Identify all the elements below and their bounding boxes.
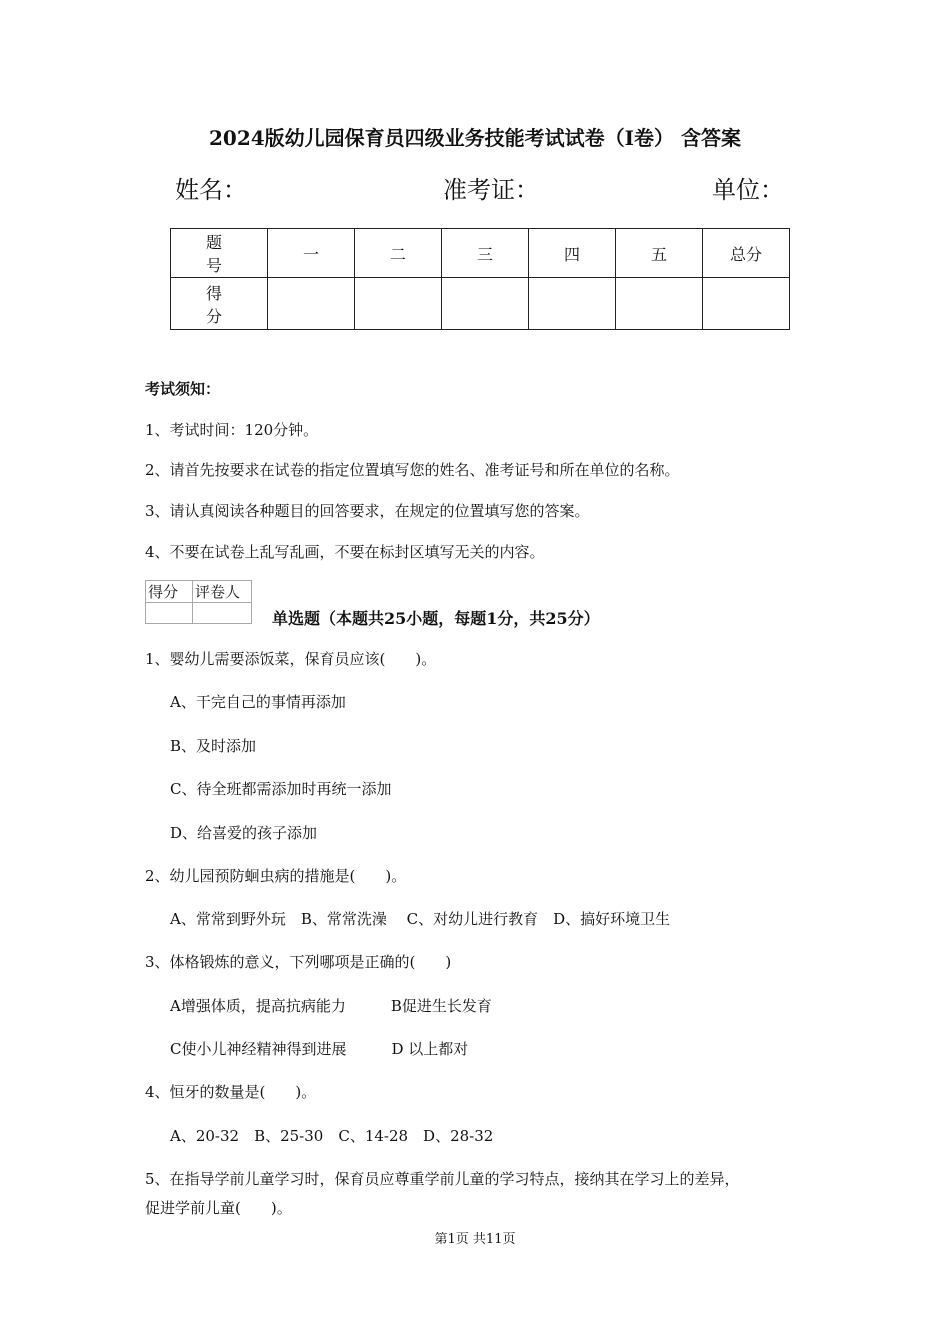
notice-item: 3、请认真阅读各种题目的回答要求，在规定的位置填写您的答案。 bbox=[145, 502, 590, 520]
name-label: 姓名： bbox=[175, 176, 247, 204]
score-cell[interactable] bbox=[442, 278, 529, 330]
question-option: A、干完自己的事情再添加 bbox=[170, 693, 346, 711]
score-table-header-cell: 四 bbox=[529, 229, 616, 278]
score-table-header-cell: 题 号 bbox=[171, 229, 268, 278]
question-stem: 2、幼儿园预防蛔虫病的措施是( )。 bbox=[145, 867, 407, 885]
score-table-header-cell: 三 bbox=[442, 229, 529, 278]
question-stem: 5、在指导学前儿童学习时，保育员应尊重学前儿童的学习特点，接纳其在学习上的差异， bbox=[145, 1170, 740, 1188]
question-stem: 3、体格锻炼的意义，下列哪项是正确的( ) bbox=[145, 953, 452, 971]
page-title: 2024版幼儿园保育员四级业务技能考试试卷（I卷） 含答案 bbox=[209, 126, 741, 150]
grader-box bbox=[145, 580, 252, 624]
question-option: D、给喜爱的孩子添加 bbox=[170, 824, 318, 842]
grader-score-label: 得分 bbox=[146, 581, 193, 603]
grader-score-cell[interactable] bbox=[146, 603, 193, 624]
notice-item: 1、考试时间：120分钟。 bbox=[145, 421, 319, 439]
question-options: A增强体质，提高抗病能力 B促进生长发育 bbox=[170, 997, 492, 1015]
question-option: C、待全班都需添加时再统一添加 bbox=[170, 780, 392, 798]
score-cell[interactable] bbox=[529, 278, 616, 330]
score-row-label: 得 分 bbox=[171, 278, 268, 330]
question-options: A、常常到野外玩 B、常常洗澡 C、对幼儿进行教育 D、搞好环境卫生 bbox=[170, 910, 671, 928]
score-table-score-row bbox=[171, 278, 790, 330]
notice-item: 4、不要在试卷上乱写乱画，不要在标封区填写无关的内容。 bbox=[145, 543, 545, 561]
notice-heading: 考试须知： bbox=[145, 380, 221, 398]
score-cell[interactable] bbox=[355, 278, 442, 330]
question-options: A、20-32 B、25-30 C、14-28 D、28-32 bbox=[170, 1127, 494, 1145]
score-table-header-cell: 二 bbox=[355, 229, 442, 278]
score-table-header-row bbox=[171, 229, 790, 278]
question-options: C使小儿神经精神得到进展 D 以上都对 bbox=[170, 1040, 469, 1058]
score-cell[interactable] bbox=[616, 278, 703, 330]
grader-reviewer-cell[interactable] bbox=[193, 603, 252, 624]
unit-label: 单位： bbox=[712, 176, 784, 204]
grader-reviewer-label: 评卷人 bbox=[193, 581, 252, 603]
question-option: B、及时添加 bbox=[170, 737, 257, 755]
section-title: 单选题（本题共25小题，每题1分，共25分） bbox=[272, 609, 600, 628]
score-table-header-cell: 五 bbox=[616, 229, 703, 278]
score-cell[interactable] bbox=[703, 278, 790, 330]
question-stem: 1、婴幼儿需要添饭菜，保育员应该( )。 bbox=[145, 650, 437, 668]
score-table-header-cell: 总分 bbox=[703, 229, 790, 278]
exam-id-label: 准考证： bbox=[443, 176, 539, 204]
score-table bbox=[170, 228, 790, 330]
question-stem-continued: 促进学前儿童( )。 bbox=[145, 1199, 292, 1217]
page-footer: 第1页 共11页 bbox=[434, 1232, 516, 1247]
score-table-header-cell: 一 bbox=[268, 229, 355, 278]
score-cell[interactable] bbox=[268, 278, 355, 330]
notice-item: 2、请首先按要求在试卷的指定位置填写您的姓名、准考证号和所在单位的名称。 bbox=[145, 461, 680, 479]
question-stem: 4、恒牙的数量是( )。 bbox=[145, 1083, 317, 1101]
